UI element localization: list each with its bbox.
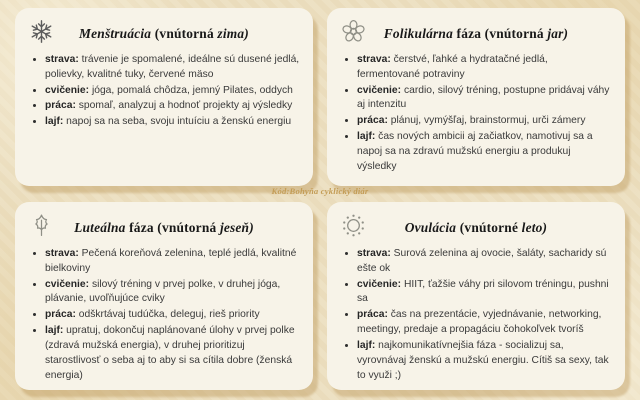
card-lutealna-list	[28, 247, 300, 383]
title-phase-name: Folikulárna	[383, 25, 453, 41]
bullet-text: spomaľ, analyzuj a hodnoť projekty aj výsledky	[75, 100, 293, 112]
watermark-text: Kód:Bohyňa cyklický diár	[271, 186, 369, 196]
card-ovulacia-header	[340, 210, 612, 245]
list-item	[357, 308, 612, 338]
card-lutealna-title	[74, 221, 254, 236]
card-folikularna-list	[340, 53, 612, 175]
card-folikularna	[327, 8, 625, 186]
bullet-label: cvičenie:	[45, 278, 90, 290]
card-folikularna-header	[340, 16, 612, 51]
title-phase-name: Luteálna	[74, 219, 126, 235]
snowflake-icon	[28, 18, 55, 45]
list-item	[357, 84, 612, 114]
list-item	[357, 339, 612, 383]
list-item	[357, 130, 612, 174]
title-phase-name: Menštruácia	[79, 25, 152, 41]
list-item	[45, 53, 300, 83]
bullet-text: odškrtávaj tudúčka, deleguj, rieš priority	[75, 309, 260, 321]
bullet-label: práca:	[45, 309, 76, 321]
bullet-label: strava:	[357, 248, 391, 259]
list-item	[45, 308, 300, 323]
bullet-label: cvičenie:	[357, 278, 402, 290]
bullet-label: práca:	[357, 115, 388, 127]
list-item	[45, 99, 300, 114]
card-lutealna	[15, 202, 313, 390]
sun-icon	[340, 212, 367, 239]
bullet-text: čas na prezentácie, vyjednávanie, networking, meetingy, predaje a propagáciu čohokoľvek tvoríš	[357, 309, 602, 336]
bullet-label: strava:	[45, 54, 79, 65]
bullet-label: práca:	[45, 100, 76, 112]
title-season: leto)	[521, 219, 548, 235]
bullet-label: cvičenie:	[45, 84, 90, 96]
list-item	[45, 324, 300, 383]
card-lutealna-header	[28, 210, 300, 245]
leaf-icon	[28, 212, 55, 239]
list-item	[45, 247, 300, 277]
bullet-text: silový tréning v prvej polke, v druhej jóga, plávanie, uvoľňujúce cviky	[45, 278, 281, 305]
title-phase-name: Ovulácia	[404, 219, 457, 235]
list-item	[357, 114, 612, 129]
title-middle: fáza (vnútorná	[129, 219, 217, 235]
flower-icon	[340, 18, 367, 45]
bullet-text: trávenie je spomalené, ideálne sú dusené jedlá, polievky, kvalitné tuky, červené mäso	[45, 54, 300, 80]
bullet-label: strava:	[45, 248, 79, 259]
bullet-label: lajf:	[45, 116, 64, 128]
card-menstruacia-title	[79, 27, 249, 42]
bullet-text: Surová zelenina aj ovocie, šaláty, sacharidy sú ešte ok	[357, 248, 607, 274]
title-season: jeseň)	[219, 219, 254, 235]
title-middle: (vnútorná	[154, 25, 214, 41]
list-item	[357, 53, 612, 83]
bullet-label: lajf:	[357, 339, 376, 351]
card-ovulacia-list	[340, 247, 612, 383]
bullet-text: čas nových ambicii aj začiatkov, namotivuj sa a napoj sa na zdravú mužskú energiu a produkuj výsledky	[357, 131, 593, 172]
bullet-label: lajf:	[45, 325, 64, 337]
card-menstruacia	[15, 8, 313, 186]
list-item	[45, 115, 300, 130]
title-middle: (vnútorné	[459, 219, 519, 235]
list-item	[45, 278, 300, 308]
bullet-text: jóga, pomalá chôdza, jemný Pilates, oddych	[89, 84, 293, 96]
card-folikularna-title	[384, 27, 568, 42]
title-season: jar)	[547, 25, 569, 41]
bullet-label: cvičenie:	[357, 84, 402, 96]
title-season: zima)	[217, 25, 249, 41]
bullet-text: napoj sa na seba, svoju intuíciu a ženskú energiu	[63, 116, 292, 128]
bullet-text: plánuj, vymýšľaj, brainstormuj, urči zámery	[387, 115, 586, 127]
bullet-label: lajf:	[357, 131, 376, 143]
card-menstruacia-list	[28, 53, 300, 130]
bullet-text: Pečená koreňová zelenina, teplé jedlá, kvalitné bielkoviny	[45, 248, 297, 274]
bullet-text: čerstvé, ľahké a hydratačné jedlá, fermentované potraviny	[357, 54, 548, 80]
list-item	[45, 84, 300, 99]
card-ovulacia	[327, 202, 625, 390]
list-item	[357, 247, 612, 277]
bullet-text: upratuj, dokončuj naplánované úlohy v prvej polke (zdravá mužská energia), v druhej prioritizuj starostlivosť o seba aj to aby si sa cítila dobre (ženská energia)	[45, 325, 295, 381]
card-menstruacia-header	[28, 16, 300, 51]
title-middle: fáza (vnútorná	[456, 25, 544, 41]
card-ovulacia-title	[405, 221, 547, 236]
bullet-text: HIIT, ťažšie váhy pri silovom tréningu, pushni sa	[357, 278, 609, 305]
bullet-text: cardio, silový tréning, postupne pridávaj váhy aj intenzitu	[357, 84, 610, 111]
bullet-label: strava:	[357, 54, 391, 65]
bullet-text: najkomunikatívnejšia fáza - socializuj sa, vyrovnávaj ženskú a mužskú energiu. Cítiš sa sexy, tak to využi ;)	[357, 339, 609, 381]
bullet-label: práca:	[357, 309, 388, 321]
list-item	[357, 278, 612, 308]
